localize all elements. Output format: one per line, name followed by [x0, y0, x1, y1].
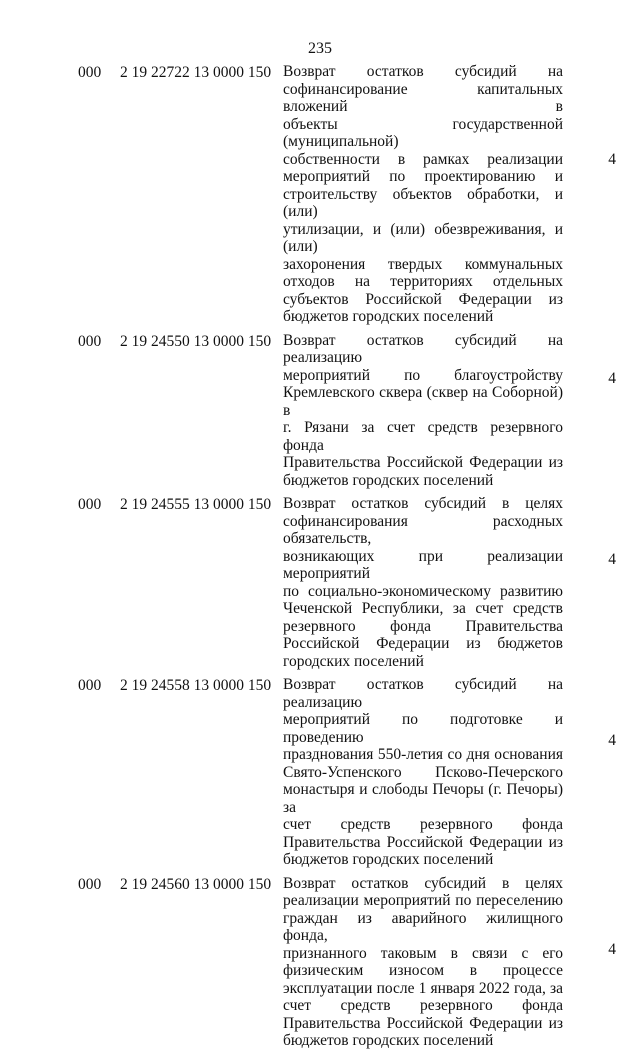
- description-line: софинансирования расходных обязательств,: [283, 512, 563, 547]
- admin-code: 000: [78, 332, 102, 350]
- row-value: 4: [608, 369, 616, 387]
- row-value: 4: [608, 732, 616, 749]
- row-description: [283, 875, 563, 1050]
- description-line: счет средств резервного фонда: [283, 997, 563, 1014]
- description-line: Кремлевского сквера (сквер на Соборной) в: [283, 384, 563, 419]
- description-line: возникающих при реализации мероприятий: [283, 547, 563, 582]
- description-line: Чеченской Республики, за счет средств: [283, 600, 563, 617]
- description-line: счет средств резервного фонда: [283, 816, 563, 833]
- table-row: [78, 676, 618, 869]
- budget-code: 2 19 24555 13 0000 150: [120, 496, 272, 513]
- row-description: [283, 676, 563, 869]
- row-description: [283, 495, 563, 670]
- description-line: признанного таковым в связи с его: [283, 944, 563, 962]
- description-line: по социально-экономическому развитию: [283, 582, 563, 600]
- description-line: утилизации, и (или) обезвреживания, и (или): [283, 220, 563, 255]
- budget-code: 2 19 24550 13 0000 150: [120, 332, 272, 350]
- budget-code: 2 19 22722 13 0000 150: [120, 64, 272, 81]
- description-line: мероприятий по благоустройству: [283, 366, 563, 384]
- description-line: Возврат остатков субсидий на: [283, 63, 563, 80]
- description-line: собственности в рамках реализации: [283, 150, 563, 168]
- description-line: субъектов Российской Федерации из: [283, 290, 563, 308]
- description-line: бюджетов городских поселений: [283, 1032, 494, 1049]
- admin-code: 000: [78, 64, 102, 81]
- description-line: Возврат остатков субсидий на реализацию: [283, 331, 563, 366]
- budget-code-table: [78, 63, 618, 1050]
- table-row: [78, 875, 618, 1050]
- description-line: реализации мероприятий по переселению: [283, 892, 563, 909]
- description-line: физическим износом в процессе: [283, 962, 563, 979]
- admin-code: 000: [78, 496, 102, 513]
- description-line: монастыря и слободы Печоры (г. Печоры) за: [283, 781, 563, 816]
- budget-code: 2 19 24558 13 0000 150: [120, 677, 272, 694]
- description-line: мероприятий по подготовке и проведению: [283, 711, 563, 746]
- row-description: [283, 63, 563, 326]
- description-line: Правительства Российской Федерации из: [283, 1014, 563, 1032]
- description-line: бюджетов городских поселений: [283, 851, 494, 868]
- description-line: Свято-Успенского Псково-Печерского: [283, 763, 563, 781]
- admin-code: 000: [78, 677, 102, 694]
- description-line: Возврат остатков субсидий в целях: [283, 495, 563, 512]
- description-line: бюджетов городских поселений: [283, 308, 494, 325]
- admin-code: 000: [78, 875, 102, 893]
- description-line: городских поселений: [283, 652, 424, 670]
- table-row: [78, 332, 618, 490]
- description-line: Правительства Российской Федерации из: [283, 833, 563, 851]
- description-line: граждан из аварийного жилищного фонда,: [283, 909, 563, 944]
- description-line: бюджетов городских поселений: [283, 471, 494, 489]
- description-line: объекты государственной (муниципальной): [283, 115, 563, 150]
- description-line: софинансирование капитальных вложений в: [283, 80, 563, 115]
- page-number: 235: [308, 40, 332, 57]
- row-value: 4: [608, 151, 616, 168]
- description-line: Возврат остатков субсидий на реализацию: [283, 676, 563, 711]
- row-description: [283, 332, 563, 490]
- budget-code: 2 19 24560 13 0000 150: [120, 875, 272, 893]
- row-value: 4: [608, 551, 616, 568]
- table-row: [78, 495, 618, 670]
- description-line: Возврат остатков субсидий в целях: [283, 874, 563, 892]
- description-line: Российской Федерации из бюджетов: [283, 635, 563, 652]
- table-row: [78, 63, 618, 326]
- description-line: Правительства Российской Федерации из: [283, 454, 563, 471]
- row-value: 4: [608, 940, 616, 958]
- description-line: резервного фонда Правительства: [283, 617, 563, 635]
- description-line: г. Рязани за счет средств резервного фонда: [283, 419, 563, 454]
- description-line: строительству объектов обработки, и (или): [283, 185, 563, 220]
- description-line: отходов на территориях отдельных: [283, 273, 563, 290]
- description-line: мероприятий по проектированию и: [283, 168, 563, 185]
- description-line: эксплуатации после 1 января 2022 года, за: [283, 979, 563, 997]
- description-line: захоронения твердых коммунальных: [283, 255, 563, 273]
- description-line: празднования 550-летия со дня основания: [283, 746, 563, 763]
